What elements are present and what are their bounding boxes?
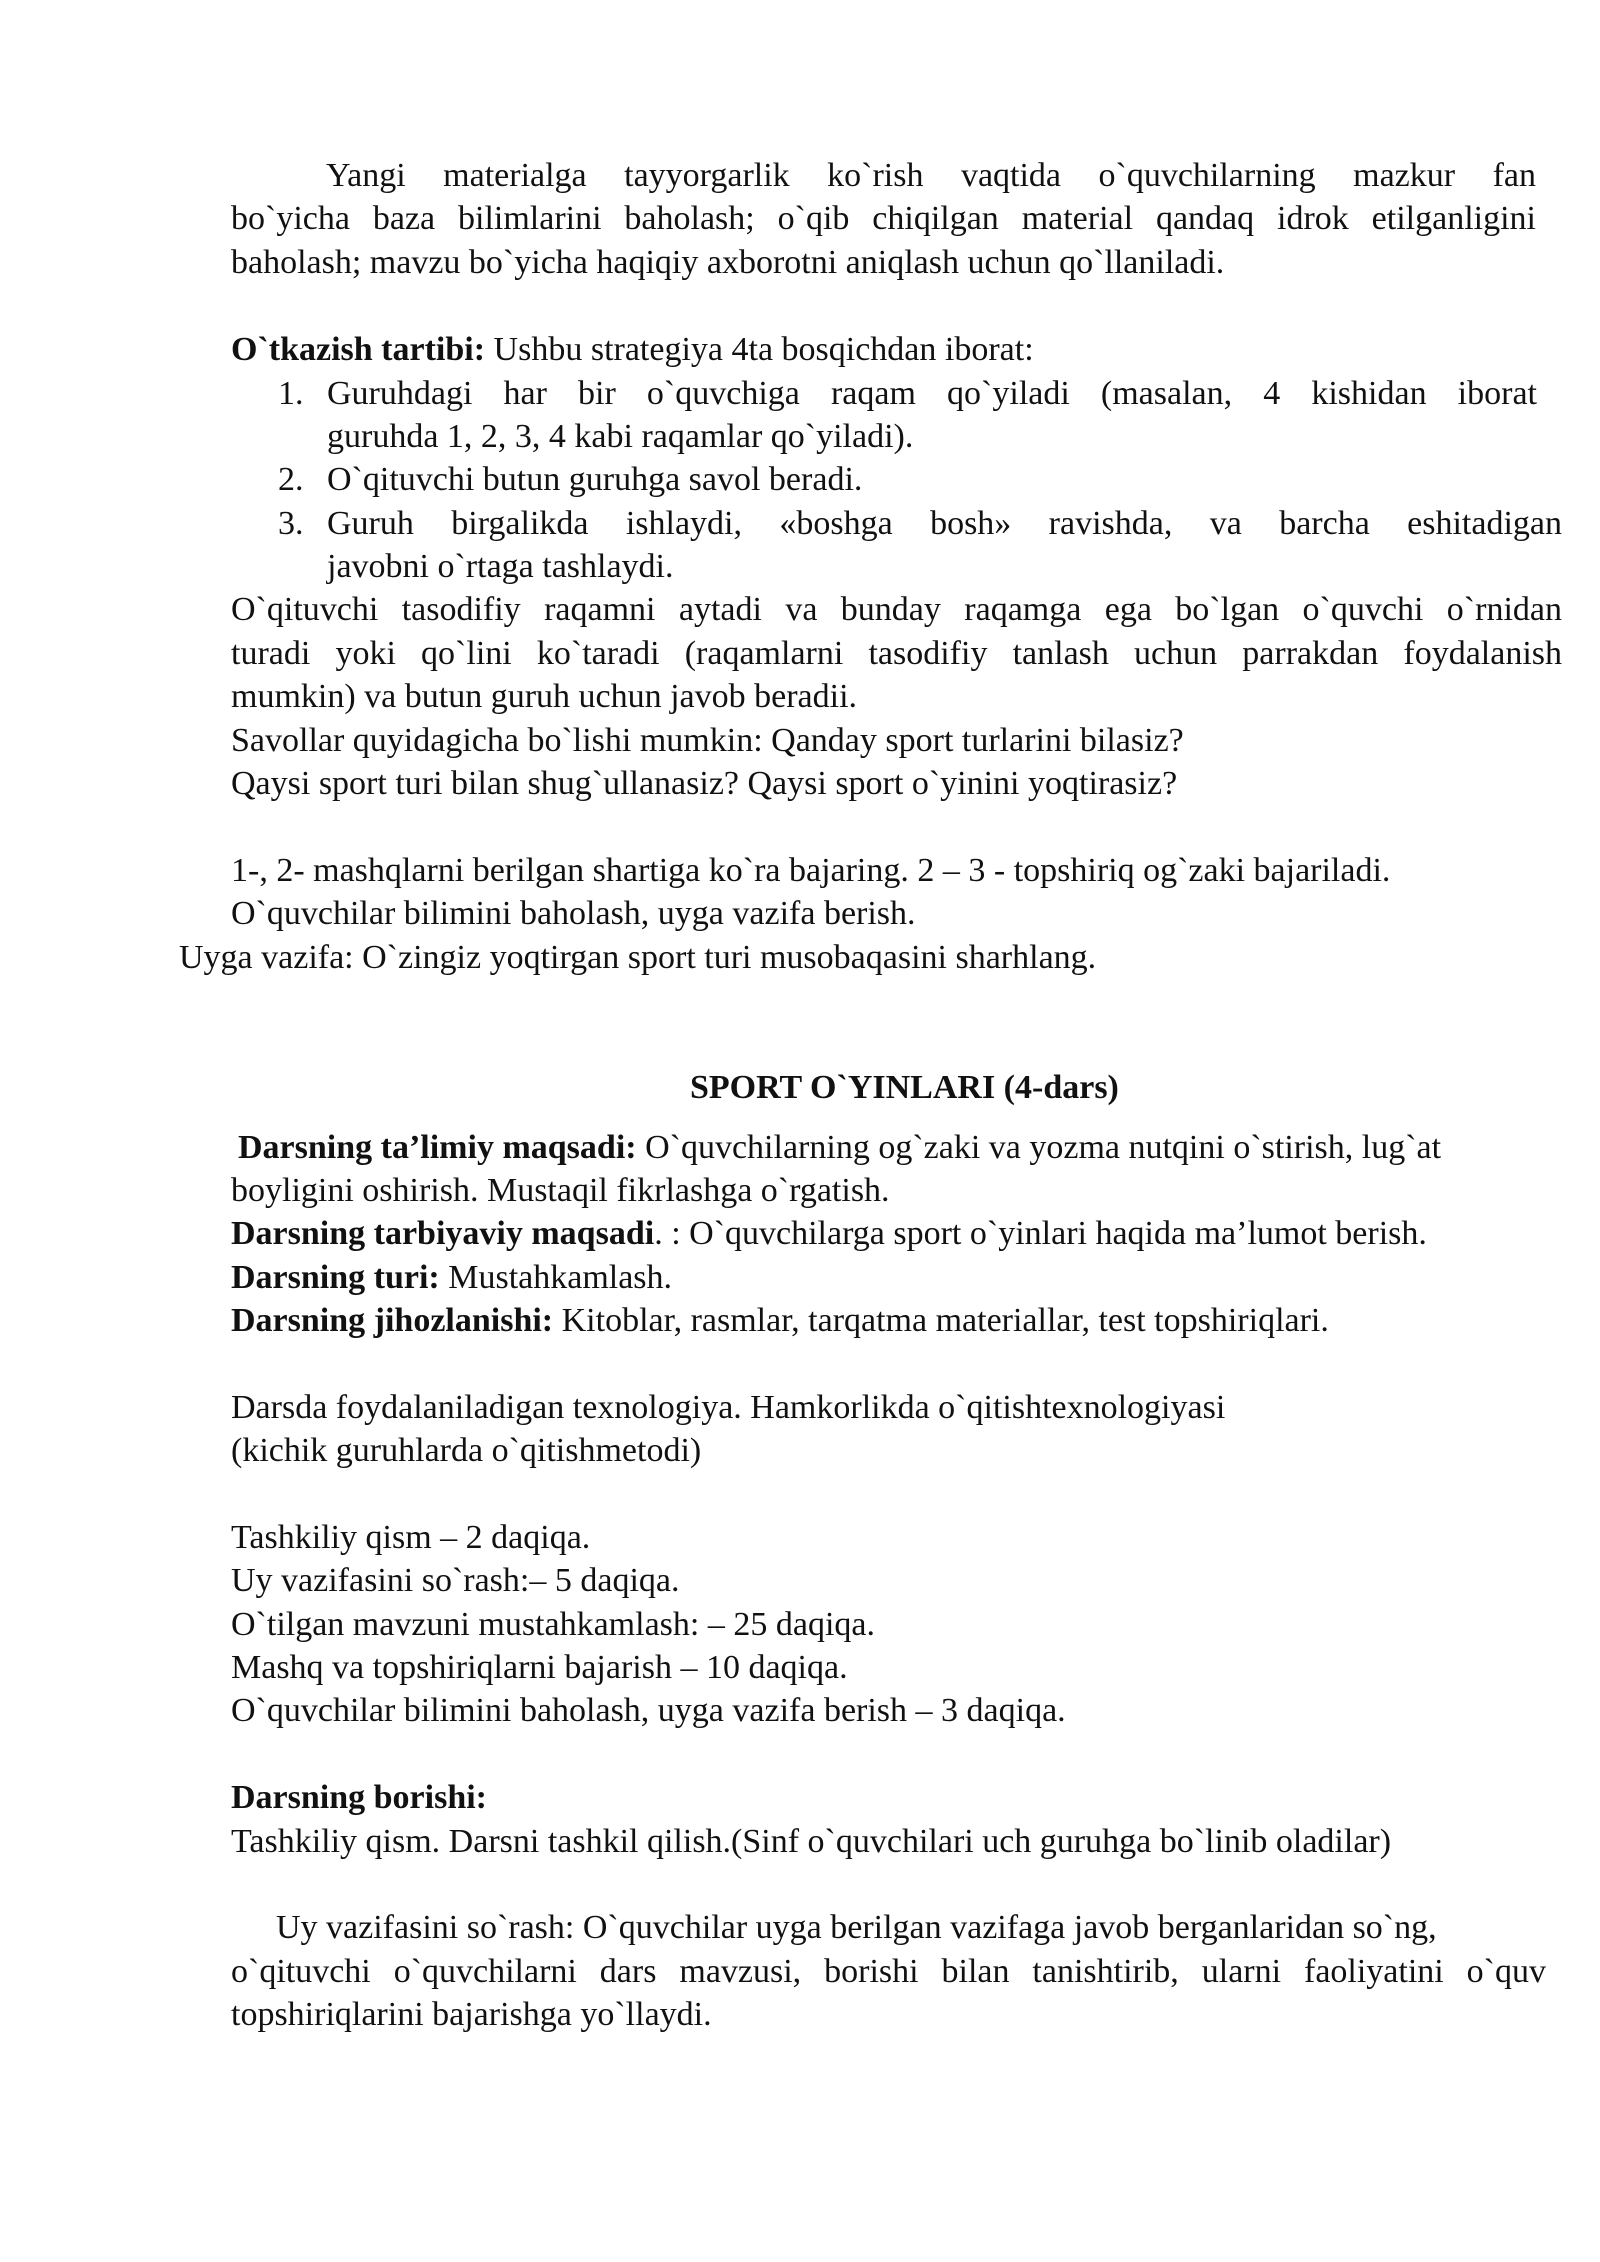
progress-heading: Darsning borishi:	[231, 1779, 487, 1816]
procedure-after-line: turadi yoki qo`lini ko`taradi (raqamlarni tasodifiy tanlash uchun parrakdan foydalanish	[231, 635, 1562, 672]
goal-line	[238, 1126, 1441, 1169]
step-number: 3.	[278, 505, 304, 542]
goal-label: Darsning ta’limiy maqsadi:	[238, 1129, 637, 1166]
intro-line: baholash; mavzu bo`yicha haqiqiy axborotni aniqlash uchun qo`llaniladi.	[231, 244, 1225, 281]
procedure-after-line: Qaysi sport turi bilan shug`ullanasiz? Qaysi sport o`yinini yoqtirasiz?	[231, 765, 1178, 802]
timing-line: O`tilgan mavzuni mustahkamlash: – 25 daqiqa.	[231, 1606, 875, 1643]
timing-line: Tashkiliy qism – 2 daqiqa.	[231, 1519, 591, 1556]
goal-line	[231, 1299, 1329, 1342]
procedure-after-line: mumkin) va butun guruh uchun javob beradii.	[231, 678, 858, 715]
goal-text: Kitoblar, rasmlar, tarqatma materiallar, test topshiriqlari.	[553, 1302, 1329, 1339]
homework-assignment: Uyga vazifa: O`zingiz yoqtirgan sport turi musobaqasini sharhlang.	[179, 939, 1097, 976]
homework-line: Uy vazifasini so`rash: O`quvchilar uyga berilgan vazifaga javob berganlaridan so`ng,	[276, 1909, 1437, 1946]
step-text: guruhda 1, 2, 3, 4 kabi raqamlar qo`yiladi).	[327, 418, 914, 455]
step-text: Guruh birgalikda ishlaydi, «boshga bosh» ravishda, va barcha eshitadigan	[327, 505, 1562, 542]
goal-label: Darsning jihozlanishi:	[231, 1302, 554, 1339]
goal-line	[231, 1169, 890, 1212]
goal-line	[231, 1212, 1427, 1255]
homework-line: o`qituvchi o`quvchilarni dars mavzusi, borishi bilan tanishtirib, ularni faoliyatini o`quv	[231, 1953, 1546, 1990]
procedure-label: O`tkazish tartibi:	[231, 331, 486, 368]
intro-line: Yangi materialga tayyorgarlik ko`rish vaqtida o`quvchilarning mazkur fan	[326, 157, 1536, 194]
procedure-heading	[231, 328, 1034, 371]
step-text: Guruhdagi har bir o`quvchiga raqam qo`yiladi (masalan, 4 kishidan iborat	[327, 375, 1537, 412]
step-number: 2.	[278, 461, 304, 498]
intro-line: bo`yicha baza bilimlarini baholash; o`qib chiqilgan material qandaq idrok etilganligini	[231, 200, 1536, 237]
procedure-text: Ushbu strategiya 4ta bosqichdan iborat:	[485, 331, 1034, 368]
goal-text: . : O`quvchilarga sport o`yinlari haqida ma’lumot berish.	[654, 1215, 1427, 1252]
goal-text: O`quvchilarning og`zaki va yozma nutqini o`stirish, lug`at	[636, 1129, 1442, 1166]
lesson-title: SPORT O`YINLARI (4-dars)	[690, 1069, 1119, 1106]
goal-label: Darsning turi:	[231, 1259, 440, 1296]
progress-text: Tashkiliy qism. Darsni tashkil qilish.(Sinf o`quvchilari uch guruhga bo`linib oladilar)	[231, 1823, 1392, 1860]
goal-line	[231, 1256, 672, 1299]
timing-line: Mashq va topshiriqlarni bajarish – 10 daqiqa.	[231, 1649, 848, 1686]
timing-line: O`quvchilar bilimini baholash, uyga vazifa berish – 3 daqiqa.	[231, 1692, 1066, 1729]
goal-label: Darsning tarbiyaviy maqsadi	[231, 1215, 655, 1252]
step-number: 1.	[278, 375, 304, 412]
exercises-line: O`quvchilar bilimini baholash, uyga vazifa berish.	[231, 895, 916, 932]
technology-line: (kichik guruhlarda o`qitishmetodi)	[231, 1432, 702, 1469]
step-text: javobni o`rtaga tashlaydi.	[327, 548, 674, 585]
technology-line: Darsda foydalaniladigan texnologiya. Hamkorlikda o`qitishtexnologiyasi	[231, 1389, 1226, 1426]
procedure-after-line: O`qituvchi tasodifiy raqamni aytadi va bunday raqamga ega bo`lgan o`quvchi o`rnidan	[231, 591, 1562, 628]
timing-line: Uy vazifasini so`rash:– 5 daqiqa.	[231, 1562, 680, 1599]
procedure-after-line: Savollar quyidagicha bo`lishi mumkin: Qanday sport turlarini bilasiz?	[231, 722, 1184, 759]
goal-text: Mustahkamlash.	[439, 1259, 673, 1296]
step-text: O`qituvchi butun guruhga savol beradi.	[327, 461, 863, 498]
goal-text: boyligini oshirish. Mustaqil fikrlashga o`rgatish.	[231, 1172, 890, 1209]
exercises-line: 1-, 2- mashqlarni berilgan shartiga ko`ra bajaring. 2 – 3 - topshiriq og`zaki bajariladi.	[231, 852, 1391, 889]
homework-line: topshiriqlarini bajarishga yo`llaydi.	[231, 1996, 712, 2033]
